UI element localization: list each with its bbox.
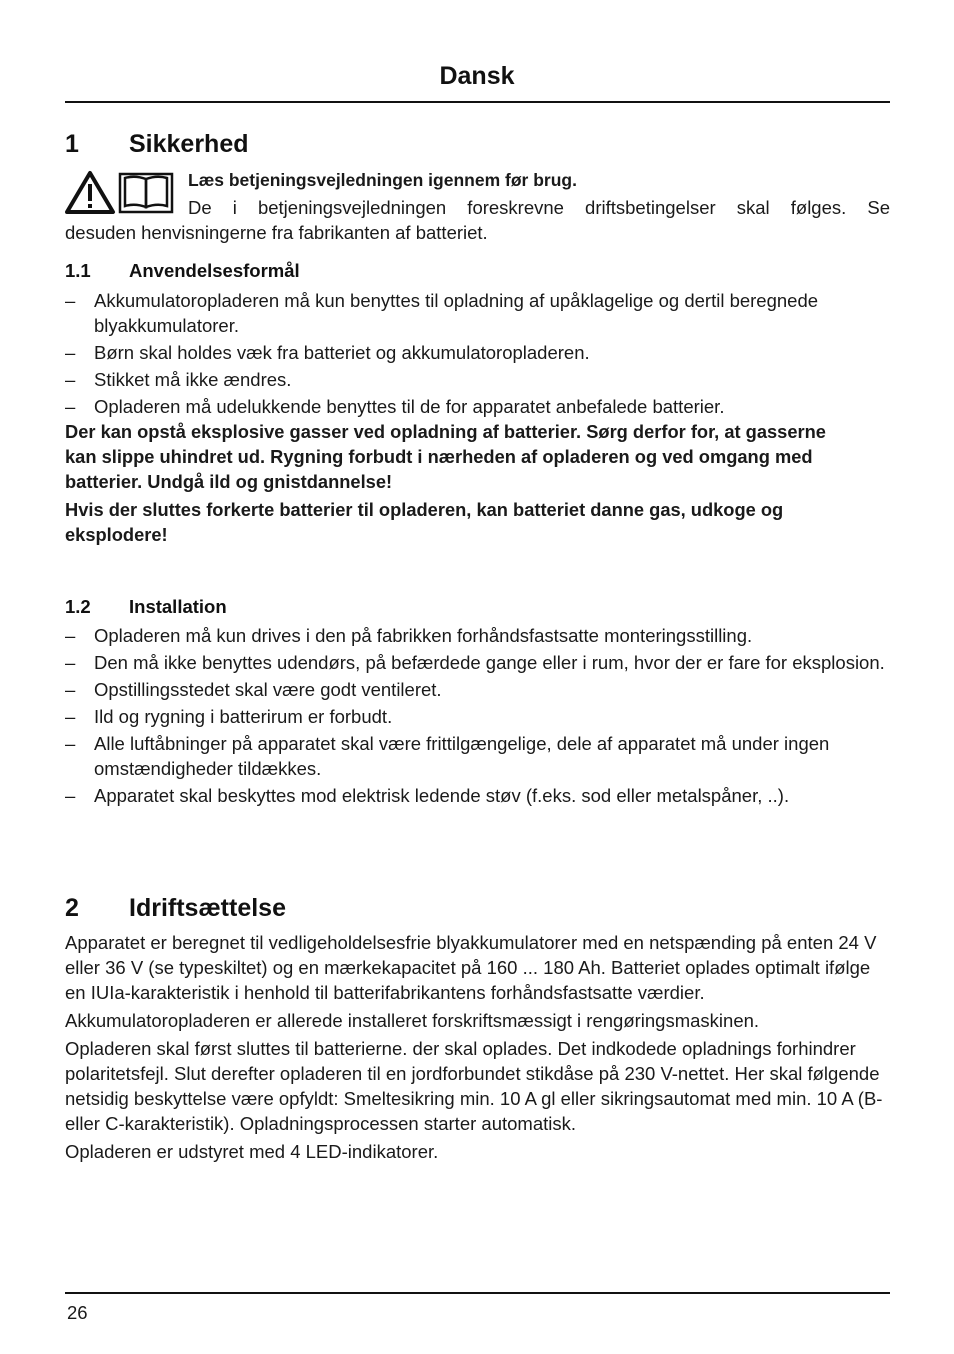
list-item: – Opladeren må kun drives i den på fabrikken forhåndsfastsatte monteringsstilling. [65, 625, 753, 646]
list-item: – Opstillingsstedet skal være godt ventileret. [65, 679, 442, 700]
warning-icons [65, 170, 175, 216]
list-item: – Ild og rygning i batterirum er forbudt. [65, 706, 393, 727]
section-1-1-number: 1.1 [65, 260, 91, 281]
section-1-1-body [65, 288, 890, 550]
warning-text-lines [188, 168, 890, 220]
section-1-1-title: Anvendelsesformål [129, 260, 300, 281]
warning-line-2: desuden henvisningerne fra fabrikanten af batteriet. [65, 222, 488, 243]
warning-triangle-icon [67, 173, 113, 212]
warning-line-1: De i betjeningsvejledningen foreskrevne driftsbetingelser skal følges. Se [188, 197, 890, 218]
section-1-title: Sikkerhed [129, 130, 249, 158]
list-item: – Apparatet skal beskyttes mod elektrisk ledende støv (f.eks. sod eller metalspåner, ..). [65, 785, 790, 806]
section-1-2-body [65, 623, 890, 810]
open-book-icon [120, 174, 172, 212]
paragraph: Opladeren skal først sluttes til batterierne. der skal oplades. Det indkodede opladnings forhindrer polaritetsfejl. Slut derefter opladeren til en jordforbundet stikdåse på 230 V-nettet. Her skal følgende netsidig beskyttelse være opfyldt: Smeltesikring min. 10 A gl eller sikringsautomat med min. 10 A (B- eller C-karakteristik). Opladningsprocessen starter automatisk. [65, 1038, 883, 1134]
section-1-number: 1 [65, 130, 79, 158]
list-item: – Stikket må ikke ændres. [65, 369, 292, 390]
section-1-2-title: Installation [129, 596, 227, 617]
wrong-battery-warning-paragraph: Hvis der sluttes forkerte batterier til opladeren, kan batteriet danne gas, udkoge og eksplodere! [65, 499, 784, 545]
section-2-number: 2 [65, 894, 79, 922]
paragraph: Apparatet er beregnet til vedligeholdelsesfrie blyakkumulatorer med en netspænding på enten 24 V eller 36 V (se typeskiltet) og en mærkekapacitet på 160 ... 180 Ah. Batteriet oplades optimalt ifølge en IUIa-karakteristik i henhold til batterifabrikantens forhåndsfastsatte værdier. [65, 932, 877, 1003]
list-item: – Børn skal holdes væk fra batteriet og akkumulatoropladeren. [65, 342, 590, 363]
list-item: – Alle luftåbninger på apparatet skal være frittilgængelige, dele af apparatet må under ingen omstændigheder tildækkes. [65, 733, 830, 779]
section-1-1-heading [65, 260, 300, 282]
list-item: – Den må ikke benyttes udendørs, på befærdede gange eller i rum, hvor der er fare for eksplosion. [65, 652, 885, 673]
list-item: – Akkumulatoropladeren må kun benyttes til opladning af upåklagelige og dertil beregnede blyakkumulatorer. [65, 290, 819, 336]
footer-rule [65, 1292, 890, 1294]
section-1-heading [65, 130, 249, 159]
explosion-warning-paragraph: Der kan opstå eksplosive gasser ved opladning af batterier. Sørg derfor for, at gasserne kan slippe uhindret ud. Rygning forbudt i nærheden af opladeren og ved omgang med batterier. Undgå ild og gnistdannelse! [65, 421, 826, 492]
section-1-2-number: 1.2 [65, 596, 91, 617]
header-rule [65, 101, 890, 103]
section-1-2-list [65, 623, 890, 808]
paragraph: Akkumulatoropladeren er allerede installeret forskriftsmæssigt i rengøringsmaskinen. [65, 1010, 760, 1031]
list-item: – Opladeren må udelukkende benyttes til de for apparatet anbefalede batterier. [65, 396, 725, 417]
section-2-heading [65, 894, 286, 923]
section-2-title: Idriftsættelse [129, 894, 286, 922]
section-1-1-list [65, 288, 890, 419]
section-1-2-heading [65, 596, 227, 618]
section-2-body [65, 930, 890, 1164]
paragraph: Opladeren er udstyret med 4 LED-indikatorer. [65, 1141, 439, 1162]
page-number: 26 [67, 1302, 88, 1323]
warning-bold-line: Læs betjeningsvejledningen igennem før brug. [188, 170, 577, 190]
page-header-title: Dansk [439, 62, 515, 90]
